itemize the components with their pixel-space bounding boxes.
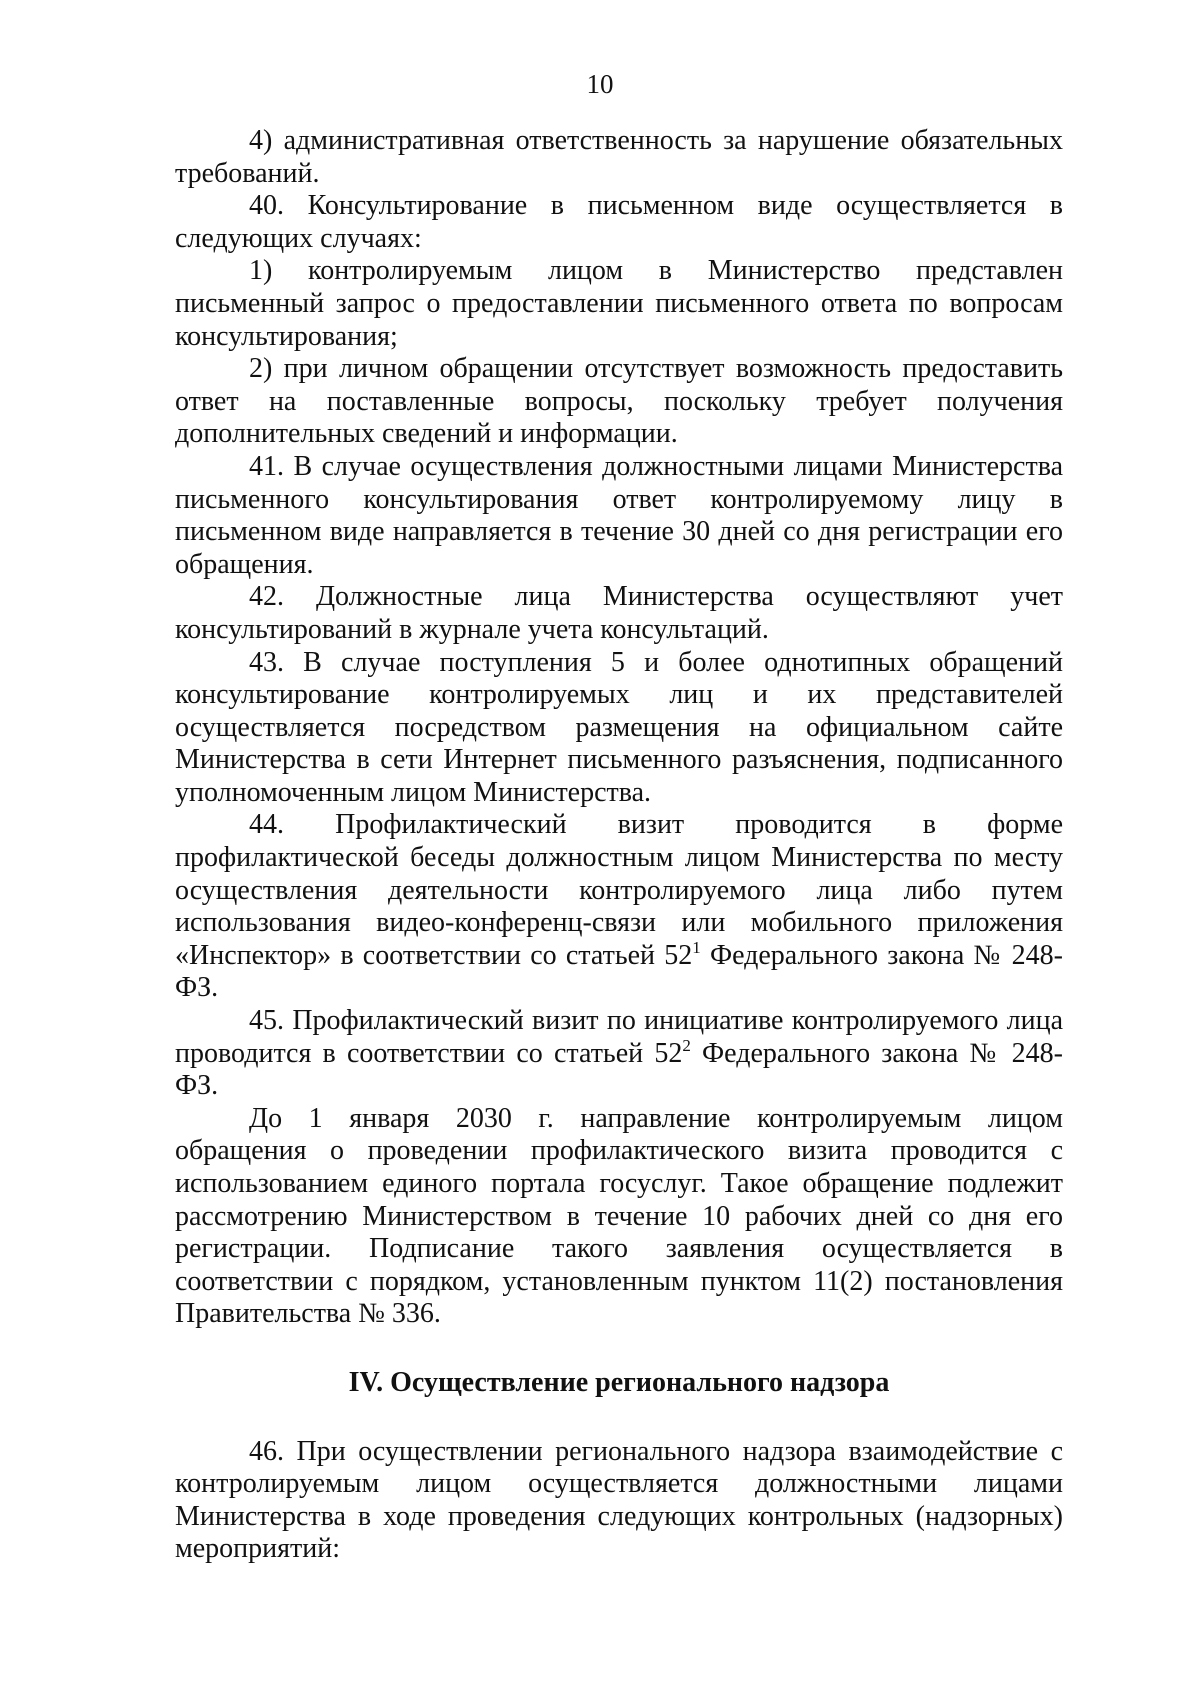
paragraph-42: 42. Должностные лица Министерства осуществляют учет консультирований в журнале учета консультаций. xyxy=(175,581,1063,645)
paragraph-4-admin-responsibility: 4) административная ответственность за нарушение обязательных требований. xyxy=(175,125,1063,189)
document-body xyxy=(175,125,1063,1566)
paragraph-45-text: 45. Профилактический визит по инициативе контролируемого лица проводится в соответствии со статьей 52 xyxy=(175,1005,1063,1069)
paragraph-until-2030: До 1 января 2030 г. направление контролируемым лицом обращения о проведении профилактического визита проводится с использованием единого портала госуслуг. Такое обращение подлежит рассмотрению Министерством в течение 10 рабочих дней со дня его регистрации. Подписание такого заявления осуществляется в соответствии с порядком, установленным пунктом 11(2) постановления Правительства № 336. xyxy=(175,1102,1063,1330)
paragraph-46: 46. При осуществлении регионального надзора взаимодействие с контролируемым лицом осуществляется должностными лицами Министерства в ходе проведения следующих контрольных (надзорных) мероприятий: xyxy=(175,1435,1063,1565)
paragraph-45-text-end: Федерального закона № 248-ФЗ. xyxy=(175,1037,1063,1102)
paragraph-45 xyxy=(175,1005,1063,1103)
section-heading: IV. Осуществление регионального надзора xyxy=(348,1366,890,1398)
paragraph-45-superscript: 2 xyxy=(682,1035,691,1055)
paragraph-44-text: 44. Профилактический визит проводится в форме профилактической беседы должностным лицом Министерства по месту осуществления деятельности контролируемого лица либо путем использования видео-конференц-связи или мобильного приложения «Инспектор» в соответствии со статьей 52 xyxy=(175,809,1063,971)
paragraph-44 xyxy=(175,809,1063,1005)
paragraph-43: 43. В случае поступления 5 и более однотипных обращений консультирование контролируемых лиц и их представителей осуществляется посредством размещения на официальном сайте Министерства в сети Интернет письменного разъяснения, подписанного уполномоченным лицом Министерства. xyxy=(175,646,1063,808)
page-number: 10 xyxy=(586,69,614,99)
paragraph-44-text-end: Федерального закона № 248-ФЗ. xyxy=(175,939,1063,1004)
paragraph-40-item-1: 1) контролируемым лицом в Министерство представлен письменный запрос о предоставлении письменного ответа по вопросам консультирования; xyxy=(175,255,1063,352)
paragraph-40-item-2: 2) при личном обращении отсутствует возможность предоставить ответ на поставленные вопросы, поскольку требует получения дополнительных сведений и информации. xyxy=(175,353,1063,450)
paragraph-41: 41. В случае осуществления должностными лицами Министерства письменного консультирования ответ контролируемому лицу в письменном виде направляется в течение 30 дней со дня регистрации его обращения. xyxy=(175,450,1063,580)
paragraph-40: 40. Консультирование в письменном виде осуществляется в следующих случаях: xyxy=(175,190,1063,254)
paragraph-44-superscript: 1 xyxy=(692,937,701,957)
